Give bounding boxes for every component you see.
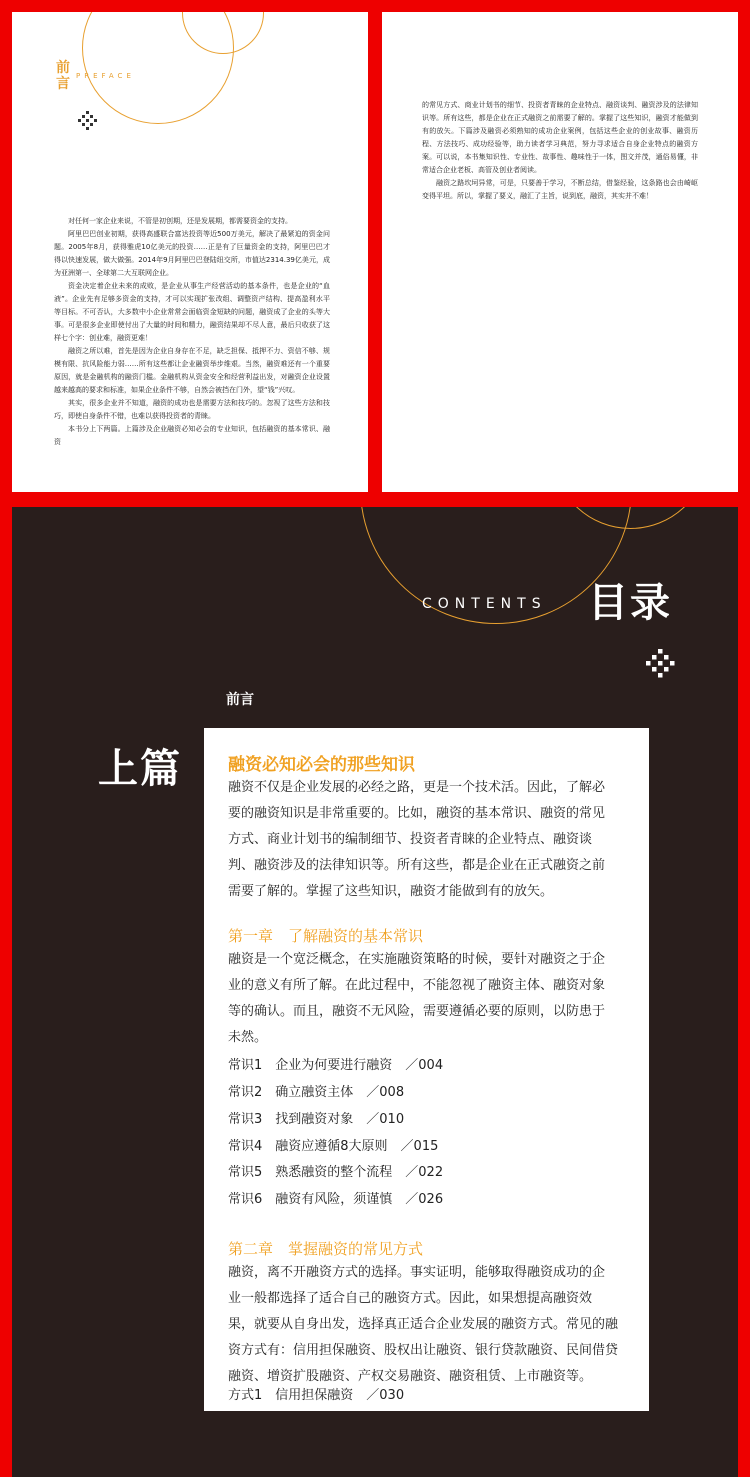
chapter-intro-line: 融资是一个宽泛概念，在实施融资策略的时候，要针对融资之于企	[228, 952, 606, 967]
toc-item[interactable]: 常识1 企业为何要进行融资 ／004	[228, 1058, 444, 1073]
checker-diamond-icon	[78, 111, 98, 131]
chapter-intro-line: 未然。	[228, 1030, 268, 1045]
contents-label: CONTENTS	[422, 596, 547, 612]
chapter-intro-line: 业的意义有所了解。在此过程中，不能忽视了融资主体、融资对象	[228, 978, 606, 993]
toc-item[interactable]: 常识3 找到融资对象 ／010	[228, 1112, 405, 1127]
part-intro-line: 方式、商业计划书的编制细节、投资者青睐的企业特点、融资谈	[228, 832, 593, 847]
preface-paragraph: 其实，很多企业并不知道，融资的成功也是需要方法和技巧的。忽视了这些方法和技巧，即使自身条件不错，也难以获得投资者的青睐。	[54, 399, 330, 420]
checker-diamond-icon	[646, 649, 676, 679]
preface-heading: 前 言	[56, 60, 70, 92]
part-intro-line: 要的融资知识是非常重要的。比如，融资的基本常识、融资的常见	[228, 806, 606, 821]
chapter-intro-line: 融资，离不开融资方式的选择。事实证明，能够取得融资成功的企	[228, 1265, 606, 1280]
part-title: 融资必知必会的那些知识	[228, 755, 415, 775]
chapter-intro-line: 等的确认。而且，融资不无风险，需要遵循必要的原则，以防患于	[228, 1004, 606, 1019]
chapter-title[interactable]: 第二章 掌握融资的常见方式	[228, 1240, 424, 1258]
chapter-intro-line: 果，就要从自身出发，选择真正适合企业发展的融资方式。常见的融	[228, 1317, 619, 1332]
toc-card	[204, 728, 649, 1411]
chapter-intro	[228, 1260, 630, 1390]
chapter-intro-line: 业一般都选择了适合自己的融资方式。因此，如果想提高融资效	[228, 1291, 593, 1306]
toc-item[interactable]: 常识5 熟悉融资的整个流程 ／022	[228, 1165, 444, 1180]
chapter-intro-line: 融资、增资扩股融资、产权交易融资、融资租赁、上市融资等。	[228, 1369, 593, 1384]
contents-title: 目录	[588, 580, 672, 626]
toc-item[interactable]: 常识6 融资有风险，须谨慎 ／026	[228, 1192, 444, 1207]
chapter-intro-line: 资方式有：信用担保融资、股权出让融资、银行贷款融资、民间借贷	[228, 1343, 619, 1358]
contents-panel	[12, 507, 738, 1477]
toc-item[interactable]: 方式1 信用担保融资 ／030	[228, 1388, 405, 1403]
preface-paragraph: 资金决定着企业未来的成败，是企业从事生产经营活动的基本条件，也是企业的“血液”。企业先有足够多资金的支持，才可以实现扩张改组、调整资产结构、提高盈利水平等目标。不可否认，大多数中小企业常常会面临资金短缺的问题，融资成了企业的头等大事。可是很多企业即使付出了大量的时间和精力，融资结果却不尽人意，最后只收获了这样七个字：创业难，融资更难！	[54, 282, 330, 342]
part-intro-line: 融资不仅是企业发展的必经之路，更是一个技术活。因此，了解必	[228, 780, 606, 795]
preface-paragraph: 的常见方式、商业计划书的细节、投资者青睐的企业特点、融资谈判、融资涉及的法律知识等。所有这些，都是企业在正式融资之前需要了解的。掌握了这些知识，融资才能做到有的放矢。下篇涉及融资必须熟知的成功企业案例，包括这些企业的创业故事、融资历程、方法技巧、成功经验等，助力读者学习典范，努力寻求适合自身企业特点的融资方案。可以说，本书集知识性、专业性、故事性、趣味性于一体，图文并茂，通俗易懂，非常适合企业老板、高管及创业者阅读。	[422, 101, 698, 174]
preface-paragraph: 阿里巴巴创业初期，获得高盛联合富达投资等近500万美元，解决了最紧迫的资金问题。2005年8月，获得雅虎10亿美元的投资……正是有了巨量资金的支持，阿里巴巴才得以快速发展，做大做强。2014年9月阿里巴巴登陆纽交所，市值达2314.39亿美元，成为亚洲第一、全球第二大互联网企业。	[54, 230, 330, 277]
preface-page	[12, 12, 368, 492]
preface-paragraph: 本书分上下两篇。上篇涉及企业融资必知必会的专业知识，包括融资的基本常识、融资	[54, 425, 330, 446]
part-label: 上篇	[98, 746, 182, 792]
part-intro-line: 需要了解的。掌握了这些知识，融资才能做到有的放矢。	[228, 884, 554, 899]
toc-item[interactable]: 常识4 融资应遵循8大原则 ／015	[228, 1139, 439, 1154]
preface-paragraph: 融资之路坎坷异常，可是，只要善于学习，不断总结，借鉴经验，这条路也会由崎岖变得平坦。所以，掌握了要义，融汇了主旨，说到底，融资，其实并不难！	[422, 179, 698, 200]
preface-subtitle: PREFACE	[76, 72, 135, 80]
preface-page-continued	[382, 12, 738, 492]
part-intro	[228, 775, 630, 905]
toc-preface-link[interactable]: 前言	[226, 692, 254, 708]
preface-body	[54, 215, 330, 449]
preface-paragraph: 对任何一家企业来说，不管是初创期，还是发展期，都需要资金的支持。	[68, 217, 292, 225]
part-intro-line: 判、融资涉及的法律知识等。所有这些，都是企业在正式融资之前	[228, 858, 606, 873]
preface-paragraph: 融资之所以难，首先是因为企业自身存在不足，缺乏担保、抵押不力、资信不够、规模有限、抗风险能力弱……所有这些都让企业融资举步维艰。当然，融资难还有一个重要原因，就是金融机构的融资门槛。金融机构从资金安全和经营利益出发，对融资企业设置越来越高的要求和标准，如果企业条件不够，自然会被挡在门外，望“钱”兴叹。	[54, 347, 330, 394]
toc-item[interactable]: 常识2 确立融资主体 ／008	[228, 1085, 405, 1100]
preface-body-continued	[422, 99, 698, 203]
chapter-title[interactable]: 第一章 了解融资的基本常识	[228, 927, 424, 945]
chapter-intro	[228, 947, 630, 1051]
